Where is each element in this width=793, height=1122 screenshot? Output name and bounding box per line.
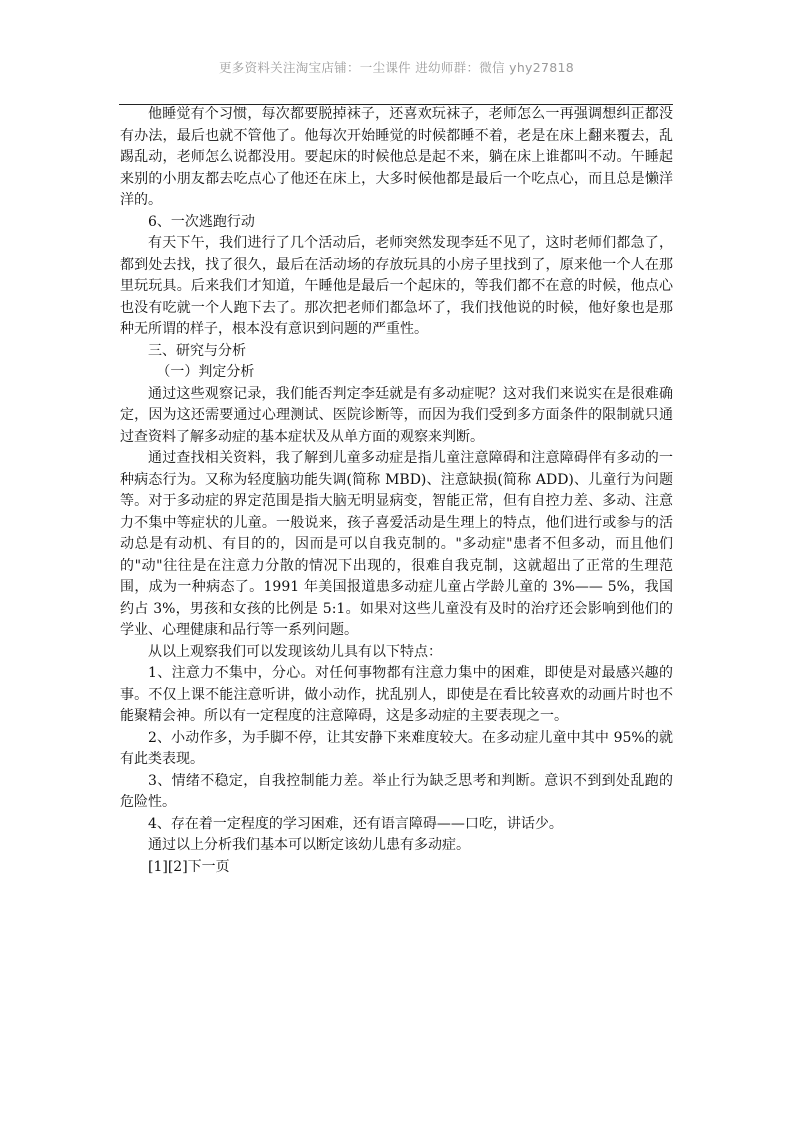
list-item-learning: 4、存在着一定程度的学习困难，还有语言障碍——口吃，讲话少。	[148, 815, 563, 832]
list-item-attention: 1、注意力不集中，分心。对任何事物都有注意力集中的困难，即使是对最感兴趣的事。不仅上课不能注意听讲，做小动作，扰乱别人，即使是在看比较喜欢的动画片时也不能聚精会神。所以有一定程度的注意障碍，这是多动症的主要表现之一。	[120, 665, 673, 724]
list-item-movement: 2、小动作多，为手脚不停，让其安静下来难度较大。在多动症儿童中其中 95%的就有此类表现。	[120, 729, 673, 767]
section-heading-escape: 6、一次逃跑行动	[148, 213, 255, 230]
subsection-heading-judgement: （一）判定分析	[156, 364, 255, 380]
section-heading-research: 三、研究与分析	[148, 342, 246, 359]
paragraph-sleep-habit: 他睡觉有个习惯，每次都要脱掉袜子，还喜欢玩袜子，老师怎么一再强调想纠正都没有办法，最后也就不管他了。他每次开始睡觉的时候都睡不着，老是在床上翻来覆去，乱踢乱动，老师怎么说都没用。要起床的时候他总是起不来，躺在床上谁都叫不动。午睡起来别的小朋友都去吃点心了他还在床上，大多时候他都是最后一个吃点心，而且总是懒洋洋的。	[120, 106, 673, 208]
paragraph-features-intro: 从以上观察我们可以发现该幼儿具有以下特点：	[148, 643, 442, 660]
page-header-note: 更多资料关注淘宝店铺：一尘课件 进幼师群：微信 yhy27818	[218, 60, 575, 75]
paragraph-conclusion: 通过以上分析我们基本可以断定该幼儿患有多动症。	[148, 837, 470, 853]
paragraph-judgement: 通过这些观察记录，我们能否判定李廷就是有多动症呢？这对我们来说实在是很难确定，因为这还需要通过心理测试、医院诊断等，而因为我们受到多方面条件的限制就只通过查资料了解多动症的基本症状及从单方面的观察来判断。	[120, 385, 673, 445]
document-body	[120, 104, 673, 878]
pagination-links[interactable]: [1][2]下一页	[148, 858, 230, 875]
list-item-emotion: 3、情绪不稳定，自我控制能力差。举止行为缺乏思考和判断。意识不到到处乱跑的危险性。	[120, 772, 673, 810]
paragraph-adhd-definition: 通过查找相关资料，我了解到儿童多动症是指儿童注意障碍和注意障碍伴有多动的一种病态行为。又称为轻度脑功能失调(简称 MBD)、注意缺损(简称 ADD)、儿童行为问题等。对于多动症的界定范围是指大脑无明显病变，智能正常，但有自控力差、多动、注意力不集中等症状的儿童。一般说来，孩子喜爱活动是生理上的特点，他们进行或参与的活动总是有动机、有目的的，因而是可以自我克制的。"多动症"患者不但多动，而且他们的"动"往往是在注意力分散的情况下出现的，很难自我克制，这就超出了正常的生理范围，成为一种病态了。1991 年美国报道患多动症儿童占学龄儿童的 3%—— 5%，我国约占 3%，男孩和女孩的比例是 5:1。如果对这些儿童没有及时的治疗还会影响到他们的学业、心理健康和品行等一系列问题。	[120, 450, 673, 638]
paragraph-escape: 有天下午，我们进行了几个活动后，老师突然发现李廷不见了，这时老师们都急了，都到处去找，找了很久，最后在活动场的存放玩具的小房子里找到了，原来他一个人在那里玩玩具。后来我们才知道，午睡他是最后一个起床的，等我们都不在意的时候，他点心也没有吃就一个人跑下去了。那次把老师们都急坏了，我们找他说的时候，他好象也是那种无所谓的样子，根本没有意识到问题的严重性。	[120, 235, 673, 337]
